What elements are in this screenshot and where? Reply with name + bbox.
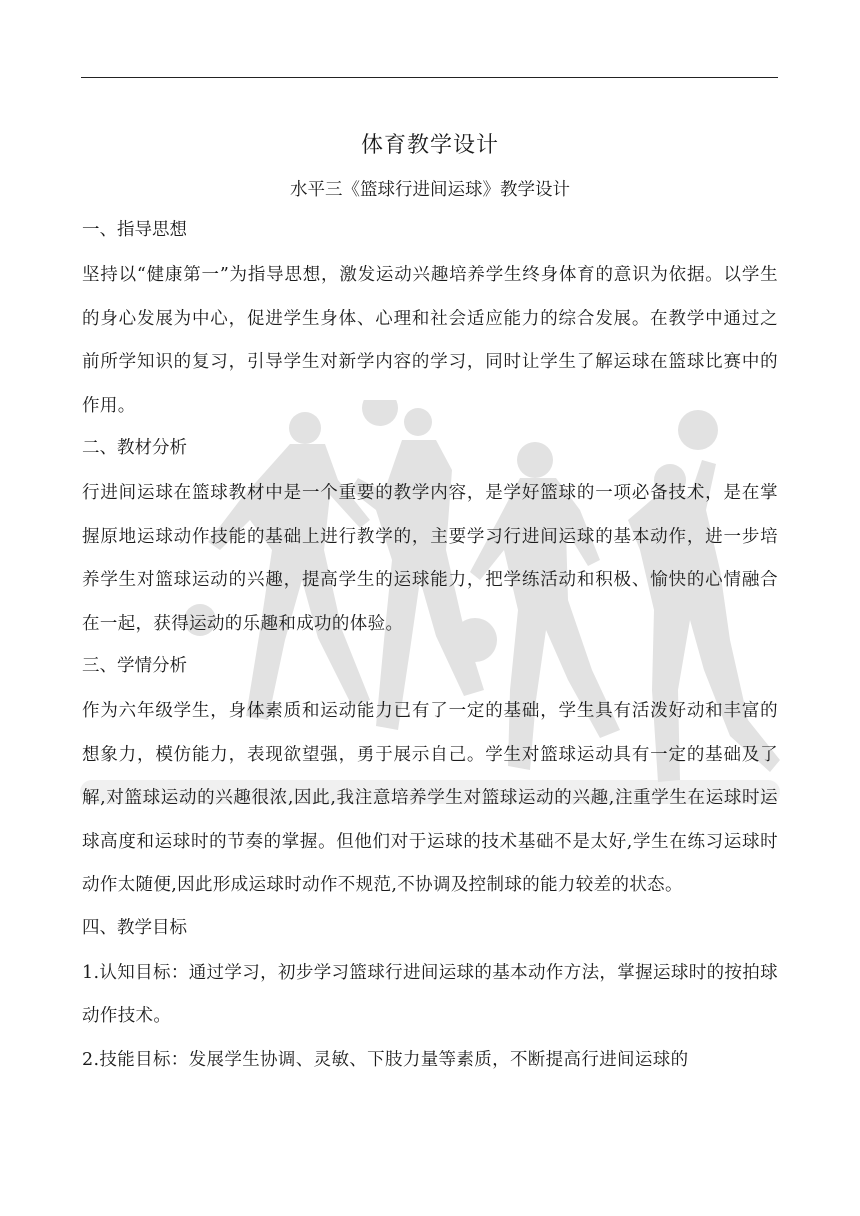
- goal-item-cognitive: 1.认知目标：通过学习，初步学习篮球行进间运球的基本动作方法，掌握运球时的按拍球动作技术。: [82, 962, 778, 1026]
- document-subtitle: 水平三《篮球行进间运球》教学设计: [290, 180, 570, 200]
- header-rule: [81, 77, 778, 78]
- section-heading-student-analysis: 三、学情分析: [82, 656, 187, 676]
- document-body: [82, 128, 778, 1082]
- goal-item-skill: 2.技能目标：发展学生协调、灵敏、下肢力量等素质，不断提高行进间运球的: [82, 1049, 689, 1070]
- section-heading-guiding-ideology: 一、指导思想: [82, 220, 187, 240]
- document-title: 体育教学设计: [360, 133, 499, 158]
- section-heading-material-analysis: 二、教材分析: [82, 438, 187, 458]
- section-body-material-analysis: 行进间运球在篮球教材中是一个重要的教学内容，是学好篮球的一项必备技术，是在掌握原地运球动作技能的基础上进行教学的，主要学习行进间运球的基本动作，进一步培养学生对篮球运动的兴趣，提高学生的运球能力，把学练活动和积极、愉快的心情融合在一起，获得运动的乐趣和成功的体验。: [82, 483, 778, 634]
- section-body-guiding-ideology: 坚持以“健康第一”为指导思想，激发运动兴趣培养学生终身体育的意识为依据。以学生的身心发展为中心，促进学生身体、心理和社会适应能力的综合发展。在教学中通过之前所学知识的复习，引导学生对新学内容的学习，同时让学生了解运球在篮球比赛中的作用。: [82, 265, 778, 416]
- section-body-student-analysis: 作为六年级学生，身体素质和运动能力已有了一定的基础，学生具有活泼好动和丰富的想象力，模仿能力，表现欲望强，勇于展示自己。学生对篮球运动具有一定的基础及了解,对篮球运动的兴趣很浓,因此,我注意培养学生对篮球运动的兴趣,注重学生在运球时运球高度和运球时的节奏的掌握。但他们对于运球的技术基础不是太好,学生在练习运球时动作太随便,因此形成运球时动作不规范,不协调及控制球的能力较差的状态。: [82, 701, 778, 895]
- section-heading-teaching-goals: 四、教学目标: [82, 917, 187, 938]
